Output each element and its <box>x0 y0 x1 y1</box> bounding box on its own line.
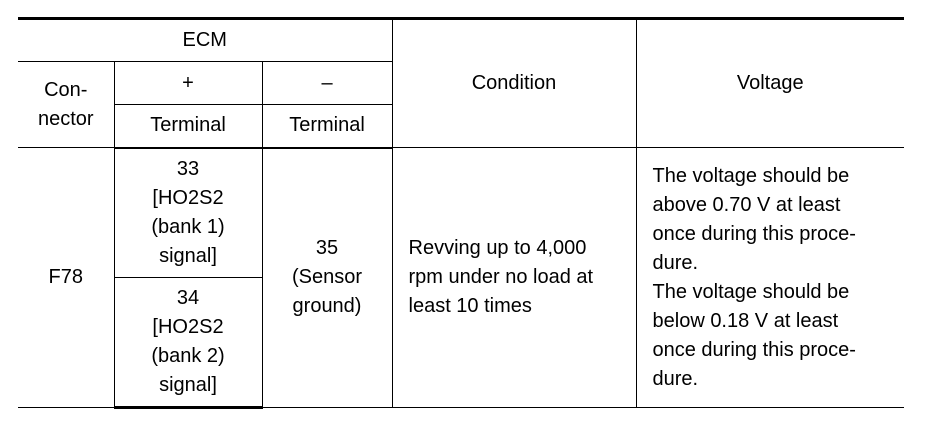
condition-cell <box>392 148 636 408</box>
ecm-header: ECM <box>18 19 392 62</box>
terminal-33-line-4: signal] <box>159 244 217 267</box>
minus-header: – <box>262 62 392 105</box>
terminal-34-line-2: [HO2S2 <box>152 316 224 338</box>
condition-line-1: Revving up to 4,000 <box>408 237 587 259</box>
condition-line-2: rpm under no load at <box>408 266 594 288</box>
voltage-line-7: once during this proce- <box>652 338 856 361</box>
minus-terminal-header: Terminal <box>262 105 392 148</box>
voltage-line-5: The voltage should be <box>652 280 850 303</box>
voltage-line-2: above 0.70 V at least <box>652 193 841 216</box>
voltage-header: Voltage <box>636 19 904 148</box>
ecm-voltage-spec-table <box>18 17 904 409</box>
plus-terminal-header: Terminal <box>114 105 262 148</box>
terminal-35-line-2: (Sensor <box>291 266 363 289</box>
voltage-line-8: dure. <box>652 367 699 390</box>
plus-header: + <box>114 62 262 105</box>
connector-header-line-1: Con- <box>44 78 88 101</box>
connector-cell: F78 <box>18 148 114 408</box>
minus-terminal-cell <box>262 148 392 408</box>
terminal-33-line-1: 33 <box>176 157 200 180</box>
plus-terminal-cell-1 <box>114 148 262 278</box>
terminal-33-line-3: (bank 1) <box>151 215 225 238</box>
header-row-1 <box>18 19 904 62</box>
connector-header-line-2: nector <box>37 107 94 130</box>
voltage-line-1: The voltage should be <box>652 164 850 187</box>
terminal-33-line-2: [HO2S2 <box>152 186 224 209</box>
voltage-cell <box>636 148 904 408</box>
terminal-35-line-3: ground) <box>292 295 362 318</box>
condition-header: Condition <box>392 19 636 148</box>
voltage-line-4: dure. <box>652 251 699 274</box>
voltage-line-6: below 0.18 V at least <box>652 309 839 332</box>
terminal-34-line-4: signal] <box>159 374 217 396</box>
terminal-34-line-1: 34 <box>176 287 200 309</box>
voltage-line-3: once during this proce- <box>652 222 856 245</box>
condition-line-3: least 10 times <box>408 295 532 317</box>
connector-header <box>18 62 114 148</box>
data-row-1 <box>18 148 904 278</box>
terminal-34-line-3: (bank 2) <box>151 345 225 367</box>
terminal-35-line-1: 35 <box>315 237 339 260</box>
plus-terminal-cell-2 <box>114 278 262 408</box>
